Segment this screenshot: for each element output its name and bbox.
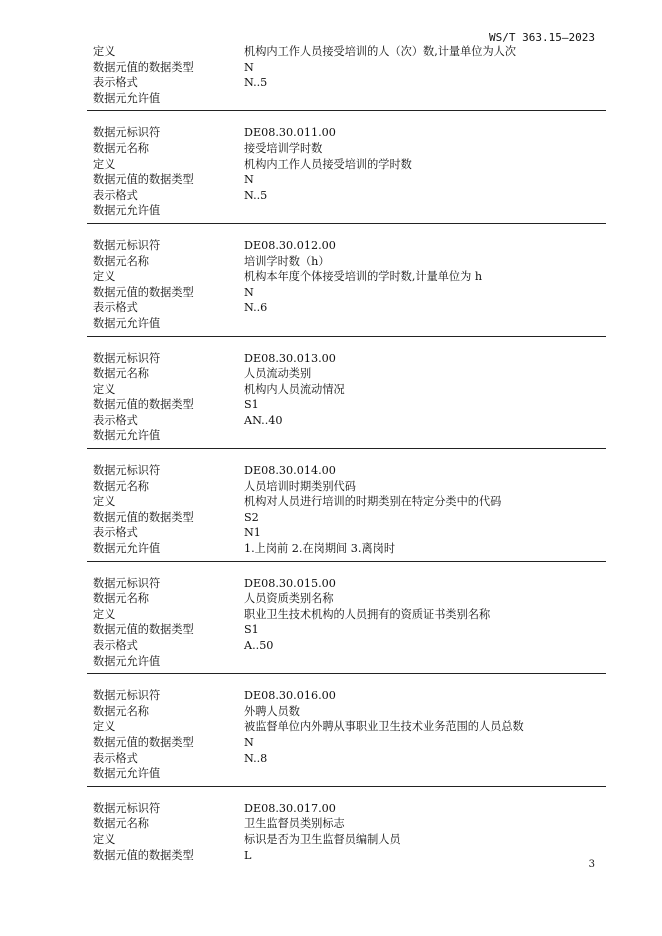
field-label: 定义 <box>93 45 116 58</box>
field-value: 标识是否为卫生监督员编制人员 <box>244 832 401 846</box>
field-value: DE08.30.011.00 <box>244 126 336 140</box>
field-row <box>87 91 606 107</box>
field-label: 数据元名称 <box>93 141 149 155</box>
field-label: 数据元值的数据类型 <box>93 173 194 187</box>
field-label: 数据元标识符 <box>93 576 161 590</box>
standard-code-header: WS/T 363.15—2023 <box>489 31 595 44</box>
field-row <box>87 382 606 398</box>
field-value: N..6 <box>244 301 268 315</box>
field-value: DE08.30.014.00 <box>244 464 336 478</box>
field-value: DE08.30.015.00 <box>244 576 336 590</box>
field-value <box>244 654 606 670</box>
field-row <box>87 366 606 382</box>
field-row <box>87 428 606 444</box>
field-value: N <box>244 173 254 187</box>
field-row <box>87 188 606 204</box>
field-label: 数据元名称 <box>93 479 149 493</box>
field-value: N..8 <box>244 751 268 765</box>
field-value: DE08.30.012.00 <box>244 238 336 252</box>
field-value: 机构本年度个体接受培训的学时数,计量单位为 h <box>244 270 483 284</box>
field-value: AN..40 <box>244 413 283 427</box>
field-row <box>87 510 606 526</box>
field-label: 数据元允许值 <box>93 316 161 330</box>
field-label: 定义 <box>93 720 116 734</box>
field-value: 接受培训学时数 <box>244 141 323 155</box>
field-row <box>87 751 606 767</box>
field-value: 机构内工作人员接受培训的学时数 <box>244 157 412 171</box>
field-label: 定义 <box>93 157 116 171</box>
field-value: S2 <box>244 510 259 524</box>
field-row <box>87 300 606 316</box>
field-value: 人员流动类别 <box>244 367 312 381</box>
field-row <box>87 316 606 332</box>
field-label: 数据元值的数据类型 <box>93 623 194 637</box>
field-label: 数据元允许值 <box>93 91 161 105</box>
field-label: 表示格式 <box>93 526 138 540</box>
field-row <box>87 75 606 91</box>
field-label: 定义 <box>93 495 116 509</box>
field-label: 数据元允许值 <box>93 542 161 556</box>
field-label: 表示格式 <box>93 188 138 202</box>
field-value: 被监督单位内外聘从事职业卫生技术业务范围的人员总数 <box>244 720 524 734</box>
field-value: N1 <box>244 526 261 540</box>
field-row <box>87 157 606 173</box>
field-value <box>244 766 606 782</box>
field-row <box>87 44 606 60</box>
field-label: 表示格式 <box>93 639 138 652</box>
data-element-block <box>87 688 606 787</box>
field-value: DE08.30.016.00 <box>244 689 336 703</box>
field-label: 数据元值的数据类型 <box>93 848 194 862</box>
field-label: 数据元允许值 <box>93 429 161 443</box>
data-element-list <box>87 44 606 881</box>
field-row <box>87 125 606 141</box>
field-row <box>87 479 606 495</box>
field-row <box>87 591 606 607</box>
field-value: 机构对人员进行培训的时期类别在特定分类中的代码 <box>244 495 502 509</box>
field-row <box>87 351 606 367</box>
field-row <box>87 525 606 541</box>
field-value: 机构内人员流动情况 <box>244 382 345 396</box>
field-value: S1 <box>244 398 259 412</box>
field-label: 数据元名称 <box>93 592 149 606</box>
field-value: DE08.30.017.00 <box>244 801 336 815</box>
field-value: 人员培训时期类别代码 <box>244 479 356 493</box>
field-value <box>244 91 606 107</box>
field-label: 定义 <box>93 270 116 284</box>
page-number: 3 <box>588 859 595 870</box>
field-label: 数据元允许值 <box>93 204 161 218</box>
field-value: 卫生监督员类别标志 <box>244 817 345 831</box>
field-value: DE08.30.013.00 <box>244 351 336 365</box>
field-label: 数据元标识符 <box>93 689 161 703</box>
field-label: 表示格式 <box>93 751 138 765</box>
data-element-block <box>87 351 606 450</box>
field-label: 数据元允许值 <box>93 654 161 668</box>
field-value <box>244 203 606 219</box>
field-label: 数据元值的数据类型 <box>93 60 194 74</box>
field-row <box>87 654 606 670</box>
data-element-block <box>87 238 606 337</box>
field-value: A..50 <box>244 639 274 652</box>
data-element-block <box>87 44 606 111</box>
field-value: 机构内工作人员接受培训的人（次）数,计量单位为人次 <box>244 45 517 58</box>
field-row <box>87 463 606 479</box>
field-value: N <box>244 735 254 749</box>
field-row <box>87 238 606 254</box>
field-row <box>87 172 606 188</box>
field-row <box>87 285 606 301</box>
field-value: N <box>244 285 254 299</box>
field-value: 外聘人员数 <box>244 704 300 718</box>
field-row <box>87 704 606 720</box>
field-label: 数据元名称 <box>93 254 149 268</box>
field-row <box>87 735 606 751</box>
field-row <box>87 638 606 654</box>
data-element-block <box>87 463 606 562</box>
field-value <box>244 316 606 332</box>
field-row <box>87 269 606 285</box>
field-label: 数据元标识符 <box>93 801 161 815</box>
field-label: 数据元名称 <box>93 367 149 381</box>
field-label: 表示格式 <box>93 76 138 90</box>
field-row <box>87 541 606 557</box>
field-label: 数据元标识符 <box>93 126 161 140</box>
field-label: 数据元值的数据类型 <box>93 510 194 524</box>
field-row <box>87 622 606 638</box>
field-row <box>87 203 606 219</box>
field-value: L <box>244 848 252 862</box>
field-value: 1.上岗前 2.在岗期间 3.离岗时 <box>244 542 396 556</box>
field-value: 职业卫生技术机构的人员拥有的资质证书类别名称 <box>244 607 491 621</box>
field-row <box>87 832 606 848</box>
field-value: N..5 <box>244 188 268 202</box>
field-label: 数据元标识符 <box>93 238 161 252</box>
field-label: 表示格式 <box>93 413 138 427</box>
field-value: 人员资质类别名称 <box>244 592 334 606</box>
field-value: 培训学时数（h） <box>244 254 330 268</box>
field-row <box>87 494 606 510</box>
field-row <box>87 848 606 864</box>
field-label: 数据元值的数据类型 <box>93 735 194 749</box>
field-label: 数据元值的数据类型 <box>93 398 194 412</box>
field-row <box>87 413 606 429</box>
field-row <box>87 141 606 157</box>
data-element-block <box>87 576 606 675</box>
field-row <box>87 816 606 832</box>
field-label: 数据元标识符 <box>93 464 161 478</box>
field-row <box>87 60 606 76</box>
field-label: 数据元名称 <box>93 817 149 831</box>
field-row <box>87 719 606 735</box>
field-label: 数据元允许值 <box>93 767 161 781</box>
field-value: N..5 <box>244 76 268 90</box>
field-label: 数据元标识符 <box>93 351 161 365</box>
field-row <box>87 254 606 270</box>
field-label: 表示格式 <box>93 301 138 315</box>
field-row <box>87 766 606 782</box>
field-row <box>87 607 606 623</box>
field-value: S1 <box>244 623 259 637</box>
field-label: 定义 <box>93 382 116 396</box>
field-label: 数据元值的数据类型 <box>93 285 194 299</box>
field-value <box>244 428 606 444</box>
field-row <box>87 397 606 413</box>
data-element-block <box>87 801 606 867</box>
field-row <box>87 688 606 704</box>
data-element-block <box>87 125 606 224</box>
field-label: 定义 <box>93 607 116 621</box>
field-label: 定义 <box>93 832 116 846</box>
field-row <box>87 801 606 817</box>
field-label: 数据元名称 <box>93 704 149 718</box>
field-row <box>87 576 606 592</box>
field-value: N <box>244 60 254 74</box>
